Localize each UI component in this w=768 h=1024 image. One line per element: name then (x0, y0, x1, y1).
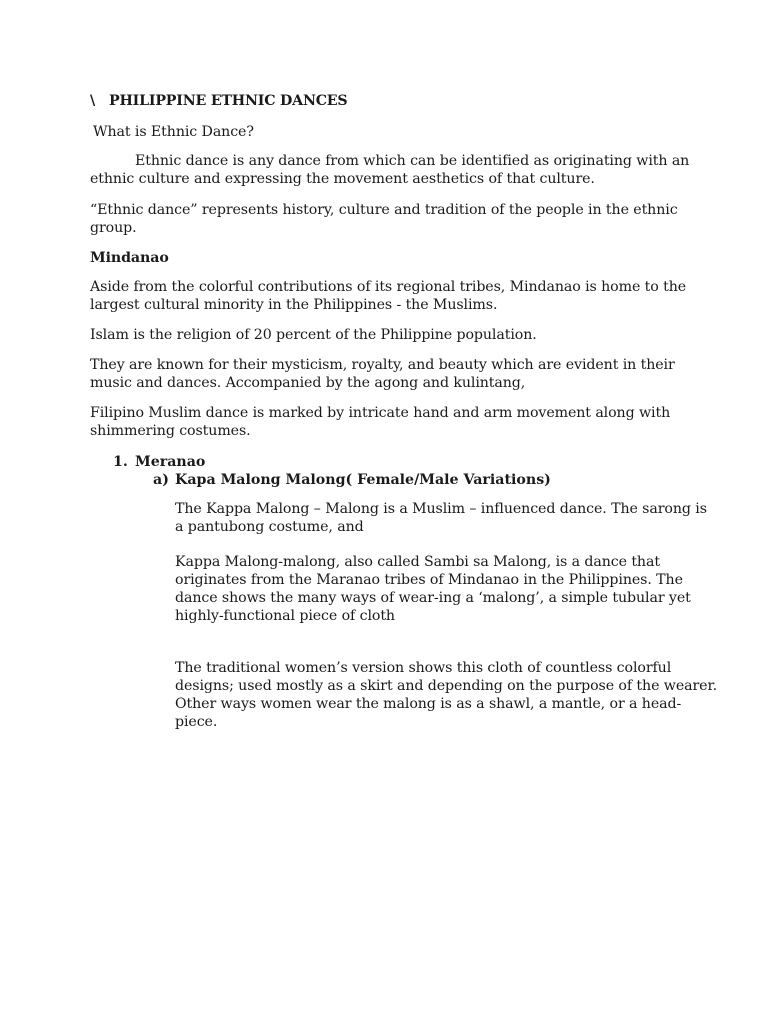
title-marker: \ (90, 93, 96, 109)
mindanao-line-2: largest cultural minority in the Philippines - the Muslims. (90, 297, 498, 313)
sub-list-item: Kapa Malong Malong( Female/Male Variations) (175, 472, 551, 488)
mysticism-line-2: music and dances. Accompanied by the agong and kulintang, (90, 375, 526, 391)
islam-line: Islam is the religion of 20 percent of the Philippine population. (90, 327, 537, 343)
represents-line-2: group. (90, 220, 137, 236)
sub-list-letter: a) (153, 472, 169, 488)
section-heading: Mindanao (90, 250, 169, 266)
women-line-1: The traditional women’s version shows this cloth of countless colorful (175, 660, 672, 676)
mysticism-line-1: They are known for their mysticism, royalty, and beauty which are evident in their (90, 357, 675, 373)
filipino-line-1: Filipino Muslim dance is marked by intricate hand and arm movement along with (90, 405, 671, 421)
sambi-line-1: Kappa Malong-malong, also called Sambi sa Malong, is a dance that (175, 554, 660, 570)
mindanao-line-1: Aside from the colorful contributions of its regional tribes, Mindanao is home to the (90, 279, 687, 295)
women-line-3: Other ways women wear the malong is as a shawl, a mantle, or a head- (175, 696, 682, 712)
represents-line-1: “Ethnic dance” represents history, culture and tradition of the people in the ethnic (90, 202, 678, 218)
sambi-line-2: originates from the Maranao tribes of Mindanao in the Philippines. The (175, 572, 683, 588)
question-line: What is Ethnic Dance? (93, 124, 254, 140)
filipino-line-2: shimmering costumes. (90, 423, 251, 439)
kappa-line-2: a pantubong costume, and (175, 519, 364, 535)
women-line-4: piece. (175, 714, 218, 730)
women-line-2: designs; used mostly as a skirt and depending on the purpose of the wearer. (175, 678, 717, 694)
intro-line-2: ethnic culture and expressing the movement aesthetics of that culture. (90, 171, 595, 187)
kappa-line-1: The Kappa Malong – Malong is a Muslim – influenced dance. The sarong is (175, 501, 707, 517)
sambi-line-3: dance shows the many ways of wear-ing a ‘malong’, a simple tubular yet (175, 590, 691, 606)
page-title: PHILIPPINE ETHNIC DANCES (109, 93, 348, 109)
sambi-line-4: highly-functional piece of cloth (175, 608, 395, 624)
list-number: 1. (113, 454, 128, 470)
intro-line-1: Ethnic dance is any dance from which can be identified as originating with an (135, 153, 690, 169)
list-item-meranao: Meranao (135, 454, 206, 470)
